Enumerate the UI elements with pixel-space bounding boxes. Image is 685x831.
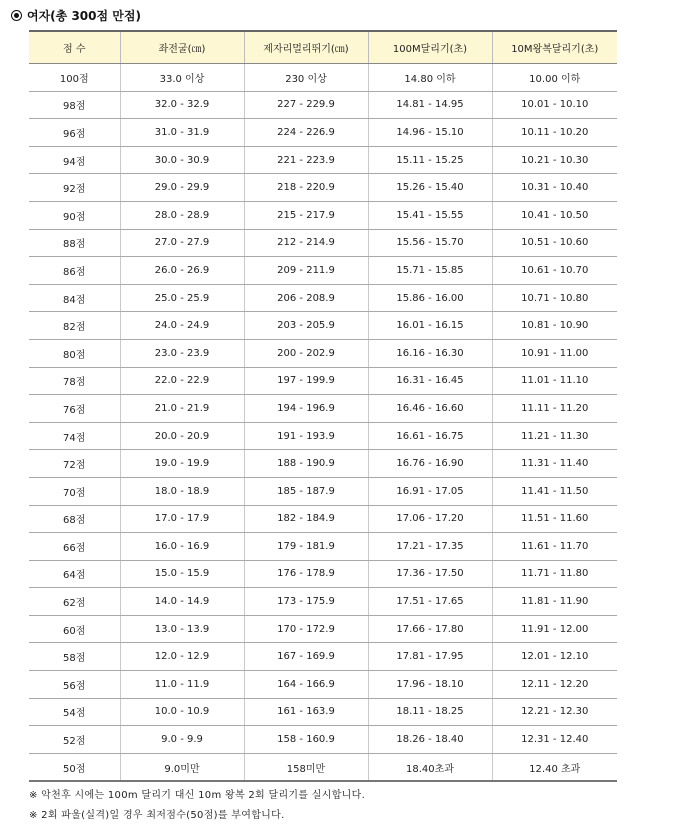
table-row [29,643,617,671]
sit-and-reach-cell: 20.0 - 20.9 [120,422,244,450]
sit-and-reach-cell: 30.0 - 30.9 [120,146,244,174]
shuttle-10m-cell: 11.61 - 11.70 [492,533,617,561]
long-jump-cell: 167 - 169.9 [244,643,368,671]
score-table [29,30,617,782]
sit-and-reach-cell: 23.0 - 23.9 [120,339,244,367]
run-100m-cell: 17.36 - 17.50 [368,560,492,588]
shuttle-10m-cell: 10.71 - 10.80 [492,284,617,312]
long-jump-cell: 194 - 196.9 [244,395,368,423]
table-row [29,698,617,726]
long-jump-cell: 215 - 217.9 [244,201,368,229]
score-cell: 52점 [29,726,120,754]
shuttle-10m-cell: 10.21 - 10.30 [492,146,617,174]
long-jump-cell: 230 이상 [244,64,368,92]
table-row [29,560,617,588]
table-row [29,753,617,781]
shuttle-10m-cell: 11.11 - 11.20 [492,395,617,423]
shuttle-10m-cell: 12.01 - 12.10 [492,643,617,671]
shuttle-10m-cell: 11.71 - 11.80 [492,560,617,588]
sit-and-reach-cell: 33.0 이상 [120,64,244,92]
score-cell: 50점 [29,753,120,781]
long-jump-cell: 200 - 202.9 [244,339,368,367]
score-cell: 72점 [29,450,120,478]
column-header-sit-and-reach: 좌전굴(㎝) [120,31,244,64]
score-cell: 56점 [29,671,120,699]
sit-and-reach-cell: 16.0 - 16.9 [120,533,244,561]
long-jump-cell: 176 - 178.9 [244,560,368,588]
table-row [29,588,617,616]
circled-dot-icon [11,10,22,21]
run-100m-cell: 15.11 - 15.25 [368,146,492,174]
sit-and-reach-cell: 9.0 - 9.9 [120,726,244,754]
run-100m-cell: 18.26 - 18.40 [368,726,492,754]
score-cell: 90점 [29,201,120,229]
run-100m-cell: 15.71 - 15.85 [368,257,492,285]
run-100m-cell: 15.86 - 16.00 [368,284,492,312]
table-row [29,174,617,202]
sit-and-reach-cell: 10.0 - 10.9 [120,698,244,726]
table-row [29,726,617,754]
long-jump-cell: 191 - 193.9 [244,422,368,450]
long-jump-cell: 170 - 172.9 [244,615,368,643]
score-cell: 68점 [29,505,120,533]
run-100m-cell: 17.21 - 17.35 [368,533,492,561]
score-cell: 54점 [29,698,120,726]
long-jump-cell: 164 - 166.9 [244,671,368,699]
run-100m-cell: 18.40초과 [368,753,492,781]
footnotes [29,786,365,826]
shuttle-10m-cell: 12.21 - 12.30 [492,698,617,726]
score-cell: 94점 [29,146,120,174]
run-100m-cell: 18.11 - 18.25 [368,698,492,726]
run-100m-cell: 15.56 - 15.70 [368,229,492,257]
table-row [29,533,617,561]
long-jump-cell: 179 - 181.9 [244,533,368,561]
shuttle-10m-cell: 11.51 - 11.60 [492,505,617,533]
shuttle-10m-cell: 10.00 이하 [492,64,617,92]
shuttle-10m-cell: 10.31 - 10.40 [492,174,617,202]
shuttle-10m-cell: 11.31 - 11.40 [492,450,617,478]
column-header-standing-long-jump: 제자리멀리뛰기(㎝) [244,31,368,64]
table-row [29,422,617,450]
score-cell: 92점 [29,174,120,202]
shuttle-10m-cell: 10.91 - 11.00 [492,339,617,367]
score-cell: 58점 [29,643,120,671]
sit-and-reach-cell: 17.0 - 17.9 [120,505,244,533]
run-100m-cell: 17.51 - 17.65 [368,588,492,616]
score-cell: 82점 [29,312,120,340]
sit-and-reach-cell: 28.0 - 28.9 [120,201,244,229]
sit-and-reach-cell: 18.0 - 18.9 [120,477,244,505]
table-row [29,119,617,147]
long-jump-cell: 158 - 160.9 [244,726,368,754]
score-cell: 100점 [29,64,120,92]
long-jump-cell: 218 - 220.9 [244,174,368,202]
table-body [29,64,617,782]
shuttle-10m-cell: 10.11 - 10.20 [492,119,617,147]
long-jump-cell: 209 - 211.9 [244,257,368,285]
sit-and-reach-cell: 22.0 - 22.9 [120,367,244,395]
score-cell: 98점 [29,91,120,119]
shuttle-10m-cell: 11.21 - 11.30 [492,422,617,450]
table-row [29,257,617,285]
long-jump-cell: 206 - 208.9 [244,284,368,312]
score-cell: 88점 [29,229,120,257]
sit-and-reach-cell: 9.0미만 [120,753,244,781]
sit-and-reach-cell: 12.0 - 12.9 [120,643,244,671]
shuttle-10m-cell: 10.61 - 10.70 [492,257,617,285]
long-jump-cell: 173 - 175.9 [244,588,368,616]
shuttle-10m-cell: 10.01 - 10.10 [492,91,617,119]
shuttle-10m-cell: 11.91 - 12.00 [492,615,617,643]
run-100m-cell: 16.31 - 16.45 [368,367,492,395]
table-row [29,367,617,395]
sit-and-reach-cell: 25.0 - 25.9 [120,284,244,312]
table-row [29,339,617,367]
shuttle-10m-cell: 10.51 - 10.60 [492,229,617,257]
score-cell: 86점 [29,257,120,285]
long-jump-cell: 161 - 163.9 [244,698,368,726]
shuttle-10m-cell: 12.31 - 12.40 [492,726,617,754]
sit-and-reach-cell: 26.0 - 26.9 [120,257,244,285]
table-row [29,64,617,92]
table-row [29,91,617,119]
table-row [29,477,617,505]
run-100m-cell: 15.41 - 15.55 [368,201,492,229]
shuttle-10m-cell: 12.40 초과 [492,753,617,781]
footnote-bad-weather: ※ 악천후 시에는 100m 달리기 대신 10m 왕복 2회 달리기를 실시합니다. [29,790,366,801]
long-jump-cell: 182 - 184.9 [244,505,368,533]
table-row [29,146,617,174]
sit-and-reach-cell: 24.0 - 24.9 [120,312,244,340]
sit-and-reach-cell: 14.0 - 14.9 [120,588,244,616]
run-100m-cell: 14.81 - 14.95 [368,91,492,119]
table-row [29,671,617,699]
long-jump-cell: 227 - 229.9 [244,91,368,119]
table-row [29,312,617,340]
column-header-score: 점 수 [29,31,120,64]
page-title [11,7,141,24]
shuttle-10m-cell: 10.41 - 10.50 [492,201,617,229]
run-100m-cell: 16.61 - 16.75 [368,422,492,450]
run-100m-cell: 14.96 - 15.10 [368,119,492,147]
score-cell: 78점 [29,367,120,395]
run-100m-cell: 15.26 - 15.40 [368,174,492,202]
table-row [29,284,617,312]
column-header-10m-shuttle-run: 10M왕복달리기(초) [492,31,617,64]
shuttle-10m-cell: 11.41 - 11.50 [492,477,617,505]
table-row [29,395,617,423]
long-jump-cell: 158미만 [244,753,368,781]
sit-and-reach-cell: 13.0 - 13.9 [120,615,244,643]
table-row [29,201,617,229]
run-100m-cell: 17.06 - 17.20 [368,505,492,533]
column-header-100m-run: 100M달리기(초) [368,31,492,64]
long-jump-cell: 188 - 190.9 [244,450,368,478]
sit-and-reach-cell: 32.0 - 32.9 [120,91,244,119]
sit-and-reach-cell: 27.0 - 27.9 [120,229,244,257]
long-jump-cell: 212 - 214.9 [244,229,368,257]
run-100m-cell: 16.76 - 16.90 [368,450,492,478]
table-row [29,229,617,257]
long-jump-cell: 221 - 223.9 [244,146,368,174]
score-cell: 80점 [29,339,120,367]
table-row [29,615,617,643]
run-100m-cell: 16.16 - 16.30 [368,339,492,367]
run-100m-cell: 16.46 - 16.60 [368,395,492,423]
run-100m-cell: 16.01 - 16.15 [368,312,492,340]
sit-and-reach-cell: 31.0 - 31.9 [120,119,244,147]
table-row [29,450,617,478]
run-100m-cell: 14.80 이하 [368,64,492,92]
score-cell: 76점 [29,395,120,423]
score-cell: 62점 [29,588,120,616]
sit-and-reach-cell: 15.0 - 15.9 [120,560,244,588]
score-cell: 96점 [29,119,120,147]
table-row [29,505,617,533]
long-jump-cell: 185 - 187.9 [244,477,368,505]
score-cell: 64점 [29,560,120,588]
run-100m-cell: 16.91 - 17.05 [368,477,492,505]
page-title-text: 여자(총 300점 만점) [27,9,141,23]
score-cell: 84점 [29,284,120,312]
sit-and-reach-cell: 21.0 - 21.9 [120,395,244,423]
run-100m-cell: 17.96 - 18.10 [368,671,492,699]
sit-and-reach-cell: 11.0 - 11.9 [120,671,244,699]
shuttle-10m-cell: 12.11 - 12.20 [492,671,617,699]
shuttle-10m-cell: 11.01 - 11.10 [492,367,617,395]
footnote-foul-rule: ※ 2회 파울(실격)일 경우 최저점수(50점)를 부여합니다. [29,810,285,821]
long-jump-cell: 203 - 205.9 [244,312,368,340]
table-header-row [29,31,617,64]
sit-and-reach-cell: 19.0 - 19.9 [120,450,244,478]
run-100m-cell: 17.81 - 17.95 [368,643,492,671]
shuttle-10m-cell: 10.81 - 10.90 [492,312,617,340]
shuttle-10m-cell: 11.81 - 11.90 [492,588,617,616]
run-100m-cell: 17.66 - 17.80 [368,615,492,643]
score-cell: 66점 [29,533,120,561]
score-cell: 74점 [29,422,120,450]
score-cell: 70점 [29,477,120,505]
long-jump-cell: 197 - 199.9 [244,367,368,395]
score-cell: 60점 [29,615,120,643]
sit-and-reach-cell: 29.0 - 29.9 [120,174,244,202]
long-jump-cell: 224 - 226.9 [244,119,368,147]
